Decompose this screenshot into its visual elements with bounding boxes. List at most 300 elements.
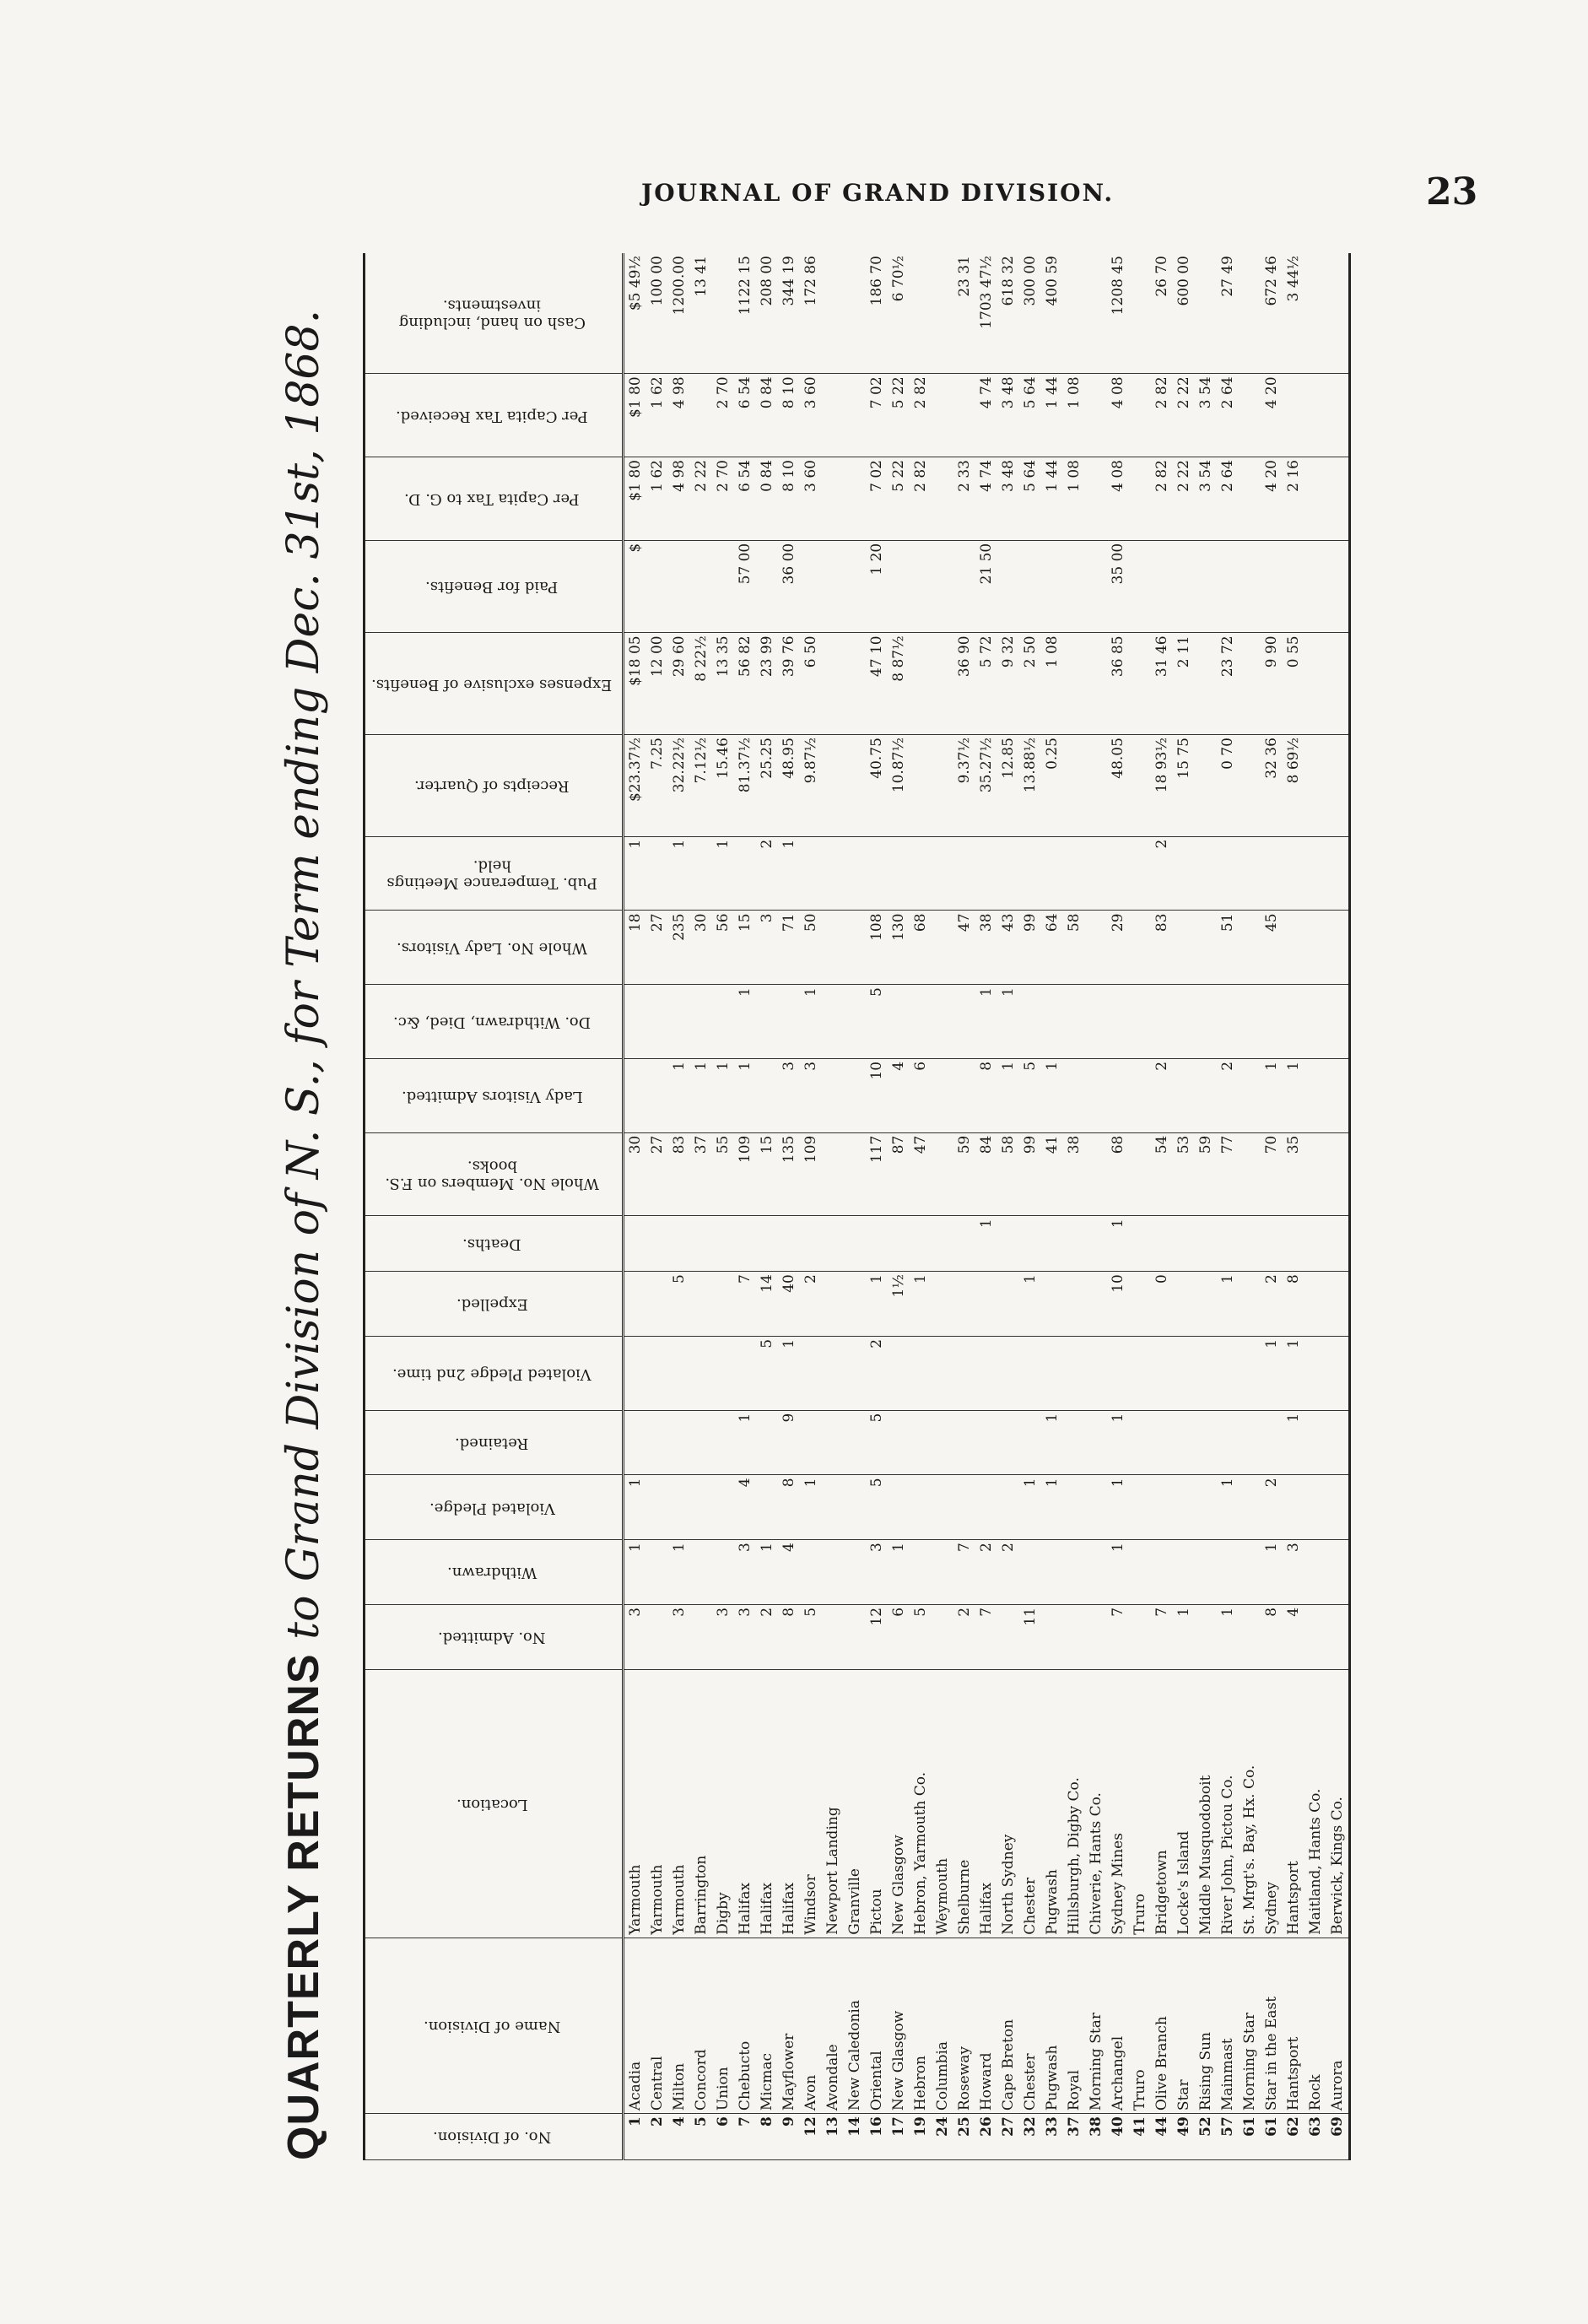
value-cell — [1217, 985, 1239, 1059]
column-header-3 — [365, 1604, 624, 1669]
value-cell — [888, 1216, 910, 1272]
value-cell: 68 — [910, 911, 932, 985]
value-cell: 7.12½ — [690, 735, 712, 837]
value-cell — [932, 735, 953, 837]
value-cell: 0 84 — [756, 374, 778, 457]
table-row — [1326, 253, 1350, 2160]
location-cell: Hillsburgh, Digby Co. — [1063, 1669, 1085, 1938]
value-cell: 43 — [997, 911, 1019, 985]
value-cell: 1 — [997, 1058, 1019, 1132]
division-number-cell: 1 — [624, 2114, 647, 2160]
table-row — [888, 253, 910, 2160]
value-cell: 1 — [712, 1058, 734, 1132]
column-header-label: Expenses exclusive of Benefits. — [371, 675, 613, 694]
division-number-cell: 27 — [997, 2114, 1019, 2160]
value-cell — [1019, 985, 1041, 1059]
column-header-19 — [365, 374, 624, 457]
value-cell: 5 64 — [1019, 374, 1041, 457]
value-cell: 7 — [1151, 1604, 1173, 1669]
value-cell — [1107, 985, 1129, 1059]
value-cell — [932, 1604, 953, 1669]
value-cell: 70 — [1261, 1132, 1283, 1216]
location-cell: St. Mrgt's. Bay, Hx. Co. — [1239, 1669, 1261, 1938]
division-number-cell: 44 — [1151, 2114, 1173, 2160]
value-cell — [1261, 985, 1283, 1059]
value-cell — [1304, 1272, 1326, 1337]
value-cell — [822, 836, 844, 911]
value-cell — [844, 1336, 866, 1410]
column-header-label: Expelled. — [456, 1295, 528, 1314]
value-cell: 7 02 — [866, 374, 888, 457]
value-cell: 0 70 — [1217, 735, 1239, 837]
value-cell — [997, 1336, 1019, 1410]
value-cell — [1085, 540, 1107, 633]
value-cell — [1085, 1540, 1107, 1605]
table-row — [800, 253, 822, 2160]
value-cell — [822, 1410, 844, 1475]
value-cell — [1063, 1216, 1085, 1272]
value-cell: 5 22 — [888, 374, 910, 457]
value-cell — [953, 1336, 975, 1410]
value-cell: 208 00 — [756, 253, 778, 374]
value-cell: 5 — [756, 1336, 778, 1410]
table-row — [646, 253, 668, 2160]
value-cell — [1261, 836, 1283, 911]
location-cell: Chiverie, Hants Co. — [1085, 1669, 1107, 1938]
value-cell — [844, 540, 866, 633]
column-header-label: Deaths. — [462, 1235, 521, 1254]
value-cell: 1 — [1217, 1272, 1239, 1337]
value-cell — [1019, 1410, 1041, 1475]
column-header-12 — [365, 985, 624, 1059]
value-cell: 2 16 — [1283, 457, 1304, 541]
value-cell — [822, 735, 844, 837]
value-cell — [910, 253, 932, 374]
value-cell: 51 — [1217, 911, 1239, 985]
value-cell: 4 — [734, 1475, 756, 1540]
value-cell — [1239, 633, 1261, 735]
value-cell — [1239, 374, 1261, 457]
table-row — [844, 253, 866, 2160]
value-cell: 3 48 — [997, 374, 1019, 457]
value-cell: 1 — [690, 1058, 712, 1132]
value-cell: 3 — [734, 1540, 756, 1605]
value-cell: 48.95 — [778, 735, 800, 837]
value-cell: 2 — [800, 1272, 822, 1337]
value-cell: 15 75 — [1173, 735, 1195, 837]
value-cell: 3 44½ — [1283, 253, 1304, 374]
division-name-cell: Morning Star — [1085, 1938, 1107, 2113]
column-header-6 — [365, 1410, 624, 1475]
value-cell — [844, 1132, 866, 1216]
value-cell: 2 — [1261, 1475, 1283, 1540]
value-cell — [690, 374, 712, 457]
division-name-cell: Concord — [690, 1938, 712, 2113]
value-cell — [888, 1410, 910, 1475]
value-cell — [1326, 540, 1350, 633]
value-cell: 27 — [646, 911, 668, 985]
column-header-20 — [365, 253, 624, 374]
value-cell: 1 08 — [1041, 633, 1063, 735]
value-cell — [822, 1540, 844, 1605]
value-cell: 8 69½ — [1283, 735, 1304, 837]
value-cell — [1195, 1540, 1217, 1605]
value-cell: 36 85 — [1107, 633, 1129, 735]
value-cell: 12.85 — [997, 735, 1019, 837]
value-cell: 3 60 — [800, 457, 822, 541]
value-cell: $18 05 — [624, 633, 647, 735]
value-cell: $5 49½ — [624, 253, 647, 374]
value-cell: 3 — [668, 1604, 690, 1669]
value-cell — [1129, 836, 1151, 911]
value-cell — [1085, 1216, 1107, 1272]
value-cell — [1195, 1604, 1217, 1669]
location-cell: Berwick, Kings Co. — [1326, 1669, 1350, 1938]
value-cell — [844, 911, 866, 985]
value-cell — [712, 253, 734, 374]
division-name-cell: Aurora — [1326, 1938, 1350, 2113]
value-cell: 9 90 — [1261, 633, 1283, 735]
value-cell — [844, 1410, 866, 1475]
value-cell — [1063, 1336, 1085, 1410]
value-cell — [646, 1272, 668, 1337]
value-cell — [1239, 457, 1261, 541]
value-cell — [1129, 1272, 1151, 1337]
value-cell: 1 44 — [1041, 374, 1063, 457]
value-cell: 71 — [778, 911, 800, 985]
location-cell: Pictou — [866, 1669, 888, 1938]
value-cell — [1151, 1475, 1173, 1540]
location-cell: Pugwash — [1041, 1669, 1063, 1938]
value-cell — [822, 1132, 844, 1216]
value-cell — [1195, 1058, 1217, 1132]
division-name-cell: Royal — [1063, 1938, 1085, 2113]
value-cell: 4 — [778, 1540, 800, 1605]
value-cell — [1304, 1475, 1326, 1540]
column-header-label: Retained. — [455, 1434, 529, 1452]
value-cell — [668, 540, 690, 633]
value-cell — [844, 735, 866, 837]
value-cell — [844, 1272, 866, 1337]
location-cell: Sydney — [1261, 1669, 1283, 1938]
value-cell — [1326, 253, 1350, 374]
value-cell — [844, 374, 866, 457]
value-cell: 36 00 — [778, 540, 800, 633]
value-cell — [1085, 735, 1107, 837]
value-cell — [1107, 836, 1129, 911]
value-cell — [1041, 1336, 1063, 1410]
value-cell: 9.37½ — [953, 735, 975, 837]
value-cell: 1 — [1019, 1475, 1041, 1540]
value-cell — [1304, 1058, 1326, 1132]
value-cell — [1217, 1540, 1239, 1605]
value-cell: 1 08 — [1063, 457, 1085, 541]
value-cell — [1085, 457, 1107, 541]
column-header-4 — [365, 1540, 624, 1605]
value-cell: 32.22½ — [668, 735, 690, 837]
value-cell — [932, 1058, 953, 1132]
value-cell — [1304, 1540, 1326, 1605]
table-row — [953, 253, 975, 2160]
value-cell: 2 33 — [953, 457, 975, 541]
location-cell: Maitland, Hants Co. — [1304, 1669, 1326, 1938]
value-cell — [800, 540, 822, 633]
value-cell — [646, 1604, 668, 1669]
value-cell — [910, 1540, 932, 1605]
column-header-16 — [365, 633, 624, 735]
division-number-cell: 26 — [975, 2114, 997, 2160]
value-cell: 3 — [756, 911, 778, 985]
value-cell — [1326, 1604, 1350, 1669]
value-cell — [1326, 1336, 1350, 1410]
division-number-cell: 5 — [690, 2114, 712, 2160]
value-cell — [1173, 1058, 1195, 1132]
value-cell: 4 98 — [668, 457, 690, 541]
value-cell — [1304, 1336, 1326, 1410]
value-cell: 100 00 — [646, 253, 668, 374]
value-cell: 3 60 — [800, 374, 822, 457]
value-cell: 58 — [997, 1132, 1019, 1216]
value-cell — [1151, 985, 1173, 1059]
value-cell — [1063, 633, 1085, 735]
value-cell: 6 — [888, 1604, 910, 1669]
value-cell: 12 00 — [646, 633, 668, 735]
division-name-cell: Micmac — [756, 1938, 778, 2113]
value-cell — [822, 911, 844, 985]
value-cell: 7 — [975, 1604, 997, 1669]
value-cell — [1063, 1475, 1085, 1540]
value-cell: 2 — [866, 1336, 888, 1410]
column-header-0 — [365, 2114, 624, 2160]
value-cell: $ — [624, 540, 647, 633]
value-cell: 2 — [997, 1540, 1019, 1605]
value-cell — [1283, 1475, 1304, 1540]
value-cell — [1129, 633, 1151, 735]
division-number-cell: 9 — [778, 2114, 800, 2160]
value-cell — [1063, 836, 1085, 911]
title-caps: QUARTERLY RETURNS — [279, 1653, 328, 2160]
value-cell: 10.87½ — [888, 735, 910, 837]
location-cell: Shelburne — [953, 1669, 975, 1938]
value-cell — [1195, 1410, 1217, 1475]
location-cell: Halifax — [756, 1669, 778, 1938]
table-body — [624, 253, 1350, 2160]
table-row — [997, 253, 1019, 2160]
value-cell — [1063, 1058, 1085, 1132]
value-cell: 1 — [624, 1475, 647, 1540]
value-cell — [822, 1272, 844, 1337]
value-cell — [932, 985, 953, 1059]
value-cell — [1239, 1410, 1261, 1475]
value-cell — [734, 1336, 756, 1410]
location-cell: Yarmouth — [668, 1669, 690, 1938]
value-cell: 35 — [1283, 1132, 1304, 1216]
value-cell — [844, 985, 866, 1059]
value-cell — [712, 1272, 734, 1337]
value-cell: 235 — [668, 911, 690, 985]
value-cell: 2 70 — [712, 457, 734, 541]
value-cell — [690, 985, 712, 1059]
value-cell: 109 — [734, 1132, 756, 1216]
value-cell — [844, 1475, 866, 1540]
column-header-label: Per Capita Tax to G. D. — [404, 490, 580, 509]
table-row — [932, 253, 953, 2160]
value-cell: 1200.00 — [668, 253, 690, 374]
value-cell: 1 — [800, 985, 822, 1059]
value-cell — [932, 1216, 953, 1272]
value-cell — [1173, 540, 1195, 633]
value-cell — [1129, 1410, 1151, 1475]
value-cell: 56 — [712, 911, 734, 985]
value-cell: 30 — [624, 1132, 647, 1216]
table-row — [624, 253, 647, 2160]
value-cell — [1085, 1272, 1107, 1337]
value-cell: 84 — [975, 1132, 997, 1216]
value-cell — [910, 1216, 932, 1272]
value-cell — [1326, 1272, 1350, 1337]
value-cell: 26 70 — [1151, 253, 1173, 374]
value-cell — [1304, 1132, 1326, 1216]
division-number-cell: 6 — [712, 2114, 734, 2160]
value-cell — [1085, 836, 1107, 911]
division-name-cell: Central — [646, 1938, 668, 2113]
column-header-2 — [365, 1669, 624, 1938]
value-cell: 4 74 — [975, 374, 997, 457]
value-cell — [690, 1272, 712, 1337]
division-number-cell: 57 — [1217, 2114, 1239, 2160]
value-cell: 1½ — [888, 1272, 910, 1337]
value-cell: 29 — [1107, 911, 1129, 985]
value-cell: 1 — [734, 985, 756, 1059]
column-header-1 — [365, 1938, 624, 2113]
value-cell — [1085, 985, 1107, 1059]
table-row — [1261, 253, 1283, 2160]
division-name-cell: Pugwash — [1041, 1938, 1063, 2113]
value-cell: 0 84 — [756, 457, 778, 541]
value-cell — [910, 1410, 932, 1475]
value-cell — [932, 1475, 953, 1540]
division-number-cell: 14 — [844, 2114, 866, 2160]
value-cell — [712, 1540, 734, 1605]
value-cell: 27 — [646, 1132, 668, 1216]
value-cell — [1304, 911, 1326, 985]
value-cell — [1019, 1216, 1041, 1272]
value-cell — [712, 985, 734, 1059]
column-header-label: Receipts of Quarter. — [414, 777, 570, 796]
value-cell — [1304, 1410, 1326, 1475]
value-cell: $23.37½ — [624, 735, 647, 837]
value-cell: 186 70 — [866, 253, 888, 374]
value-cell — [1085, 1336, 1107, 1410]
division-number-cell: 25 — [953, 2114, 975, 2160]
value-cell — [953, 374, 975, 457]
value-cell: 4 20 — [1261, 457, 1283, 541]
value-cell — [690, 540, 712, 633]
value-cell — [844, 1216, 866, 1272]
value-cell: 108 — [866, 911, 888, 985]
table-row — [1239, 253, 1261, 2160]
value-cell: 1 — [1283, 1058, 1304, 1132]
value-cell: 1 — [888, 1540, 910, 1605]
value-cell: 1 — [910, 1272, 932, 1337]
value-cell: 21 50 — [975, 540, 997, 633]
value-cell: 2 — [1261, 1272, 1283, 1337]
value-cell: 8 87½ — [888, 633, 910, 735]
table-row — [1195, 253, 1217, 2160]
value-cell: 83 — [1151, 911, 1173, 985]
value-cell: 59 — [953, 1132, 975, 1216]
value-cell — [1304, 985, 1326, 1059]
value-cell — [1239, 735, 1261, 837]
value-cell: 12 — [866, 1604, 888, 1669]
value-cell — [1019, 1540, 1041, 1605]
value-cell: 8 — [1283, 1272, 1304, 1337]
value-cell — [997, 1475, 1019, 1540]
value-cell — [1085, 1410, 1107, 1475]
table-row — [1019, 253, 1041, 2160]
value-cell — [690, 1216, 712, 1272]
value-cell — [1063, 540, 1085, 633]
value-cell — [1129, 1475, 1151, 1540]
value-cell: 3 — [1283, 1540, 1304, 1605]
value-cell — [1173, 836, 1195, 911]
value-cell: 1 — [1283, 1410, 1304, 1475]
value-cell: 1 — [734, 1410, 756, 1475]
value-cell — [646, 836, 668, 911]
value-cell: 1 — [1283, 1336, 1304, 1410]
value-cell — [1326, 1058, 1350, 1132]
division-number-cell: 63 — [1304, 2114, 1326, 2160]
value-cell — [1129, 911, 1151, 985]
column-header-11 — [365, 1058, 624, 1132]
value-cell — [844, 1540, 866, 1605]
value-cell: 2 — [1151, 1058, 1173, 1132]
division-number-cell: 52 — [1195, 2114, 1217, 2160]
value-cell — [975, 1272, 997, 1337]
location-cell: Sydney Mines — [1107, 1669, 1129, 1938]
division-name-cell: Avon — [800, 1938, 822, 2113]
value-cell — [1195, 836, 1217, 911]
value-cell — [1326, 1475, 1350, 1540]
value-cell — [1041, 985, 1063, 1059]
location-cell: Weymouth — [932, 1669, 953, 1938]
value-cell — [1019, 1336, 1041, 1410]
division-name-cell: Hebron — [910, 1938, 932, 2113]
value-cell — [1041, 1272, 1063, 1337]
table-row — [1107, 253, 1129, 2160]
value-cell — [910, 735, 932, 837]
value-cell — [910, 540, 932, 633]
table-row — [1041, 253, 1063, 2160]
value-cell — [953, 1272, 975, 1337]
value-cell — [1304, 457, 1326, 541]
value-cell: 35 00 — [1107, 540, 1129, 633]
value-cell: 2 22 — [690, 457, 712, 541]
column-header-label: Lady Visitors Admitted. — [401, 1087, 583, 1105]
value-cell — [932, 911, 953, 985]
value-cell — [1326, 1132, 1350, 1216]
value-cell: 8 — [778, 1475, 800, 1540]
value-cell — [1063, 1272, 1085, 1337]
value-cell — [756, 1475, 778, 1540]
value-cell: 10 — [866, 1058, 888, 1132]
value-cell: 15.46 — [712, 735, 734, 837]
column-header-label: Whole No. Lady Visitors. — [397, 939, 587, 958]
title-italic: to Grand Division of N. S., for Term ending Dec. 31st, 1868. — [278, 309, 329, 1640]
value-cell — [822, 1336, 844, 1410]
value-cell — [997, 1272, 1019, 1337]
division-name-cell: Star — [1173, 1938, 1195, 2113]
